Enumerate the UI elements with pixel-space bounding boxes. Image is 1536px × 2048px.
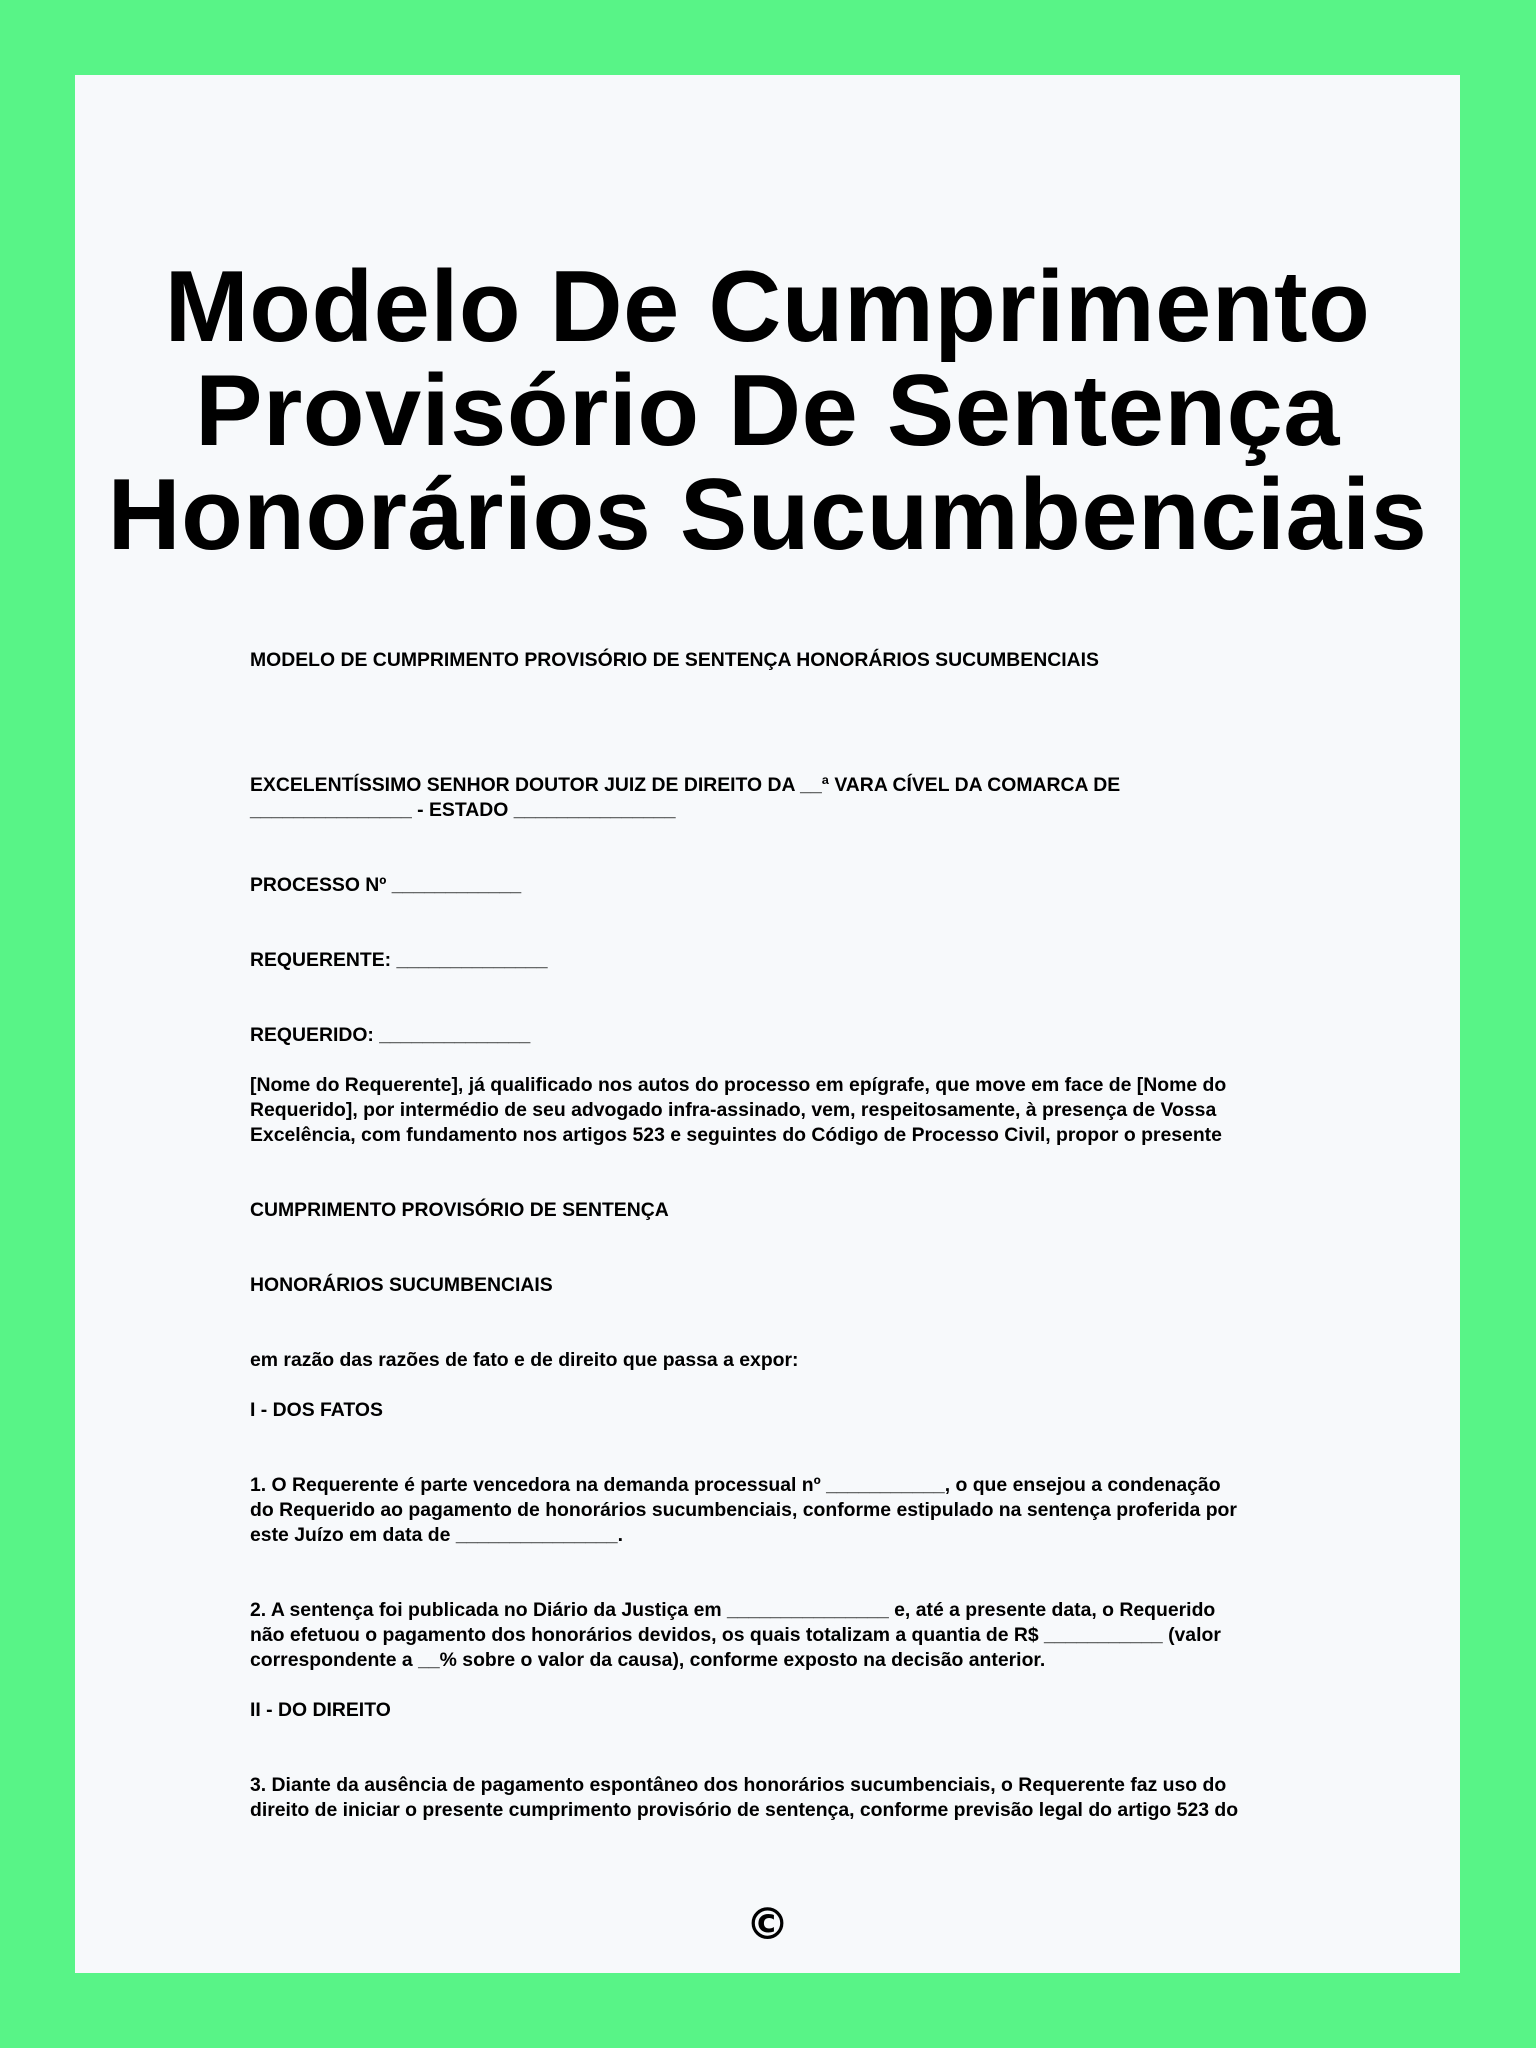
paragraph-line: 2. A sentença foi publicada no Diário da Justiça em _______________ e, até a presente data, o Requerido: [250, 1599, 1216, 1621]
processo-field: PROCESSO Nº ____________: [250, 874, 522, 896]
paragraph-3: [250, 1773, 1360, 1823]
intro-paragraph: [250, 1073, 1360, 1148]
title-line: Honorários Sucumbenciais: [107, 459, 1428, 571]
paragraph-line: 3. Diante da ausência de pagamento espontâneo dos honorários sucumbenciais, o Requerente faz uso do: [250, 1774, 1227, 1796]
title-line: Modelo De Cumprimento: [164, 251, 1371, 363]
address-line: EXCELENTÍSSIMO SENHOR DOUTOR JUIZ DE DIREITO DA __ª VARA CÍVEL DA COMARCA DE: [250, 774, 1121, 796]
paragraph-line: Excelência, com fundamento nos artigos 523 e seguintes do Código de Processo Civil, propor o presente: [250, 1124, 1222, 1146]
paragraph-line: Requerido], por intermédio de seu advogado infra-assinado, vem, respeitosamente, à presença de Vossa: [250, 1099, 1217, 1121]
paragraph-line: correspondente a __% sobre o valor da causa), conforme exposto na decisão anterior.: [250, 1649, 1046, 1671]
paragraph-line: direito de iniciar o presente cumprimento provisório de sentença, conforme previsão legal do artigo 523 do: [250, 1799, 1239, 1821]
paragraph-line: [Nome do Requerente], já qualificado nos autos do processo em epígrafe, que move em face de [Nome do: [250, 1074, 1227, 1096]
title-line: Provisório De Sentença: [195, 355, 1340, 467]
paragraph-line: não efetuou o pagamento dos honorários devidos, os quais totalizam a quantia de R$ ___________ (valor: [250, 1624, 1221, 1646]
requerente-field: REQUERENTE: ______________: [250, 949, 548, 971]
section-heading-direito: II - DO DIREITO: [250, 1699, 391, 1721]
page-title: [75, 251, 1460, 571]
address-line: _______________ - ESTADO _______________: [250, 799, 676, 821]
section-heading-fatos: I - DOS FATOS: [250, 1399, 383, 1421]
reason-line: em razão das razões de fato e de direito que passa a expor:: [250, 1349, 799, 1371]
paragraph-line: 1. O Requerente é parte vencedora na demanda processual nº ___________, o que ensejou a condenação: [250, 1474, 1221, 1496]
action-title: CUMPRIMENTO PROVISÓRIO DE SENTENÇA: [250, 1199, 669, 1221]
paragraph-2: [250, 1598, 1360, 1673]
copyright-icon: ©: [745, 1899, 790, 1950]
requerido-field: REQUERIDO: ______________: [250, 1024, 531, 1046]
paragraph-line: este Juízo em data de _______________.: [250, 1524, 623, 1546]
document-heading: MODELO DE CUMPRIMENTO PROVISÓRIO DE SENTENÇA HONORÁRIOS SUCUMBENCIAIS: [250, 649, 1099, 671]
action-subtitle: HONORÁRIOS SUCUMBENCIAIS: [250, 1274, 553, 1296]
paragraph-1: [250, 1473, 1360, 1548]
document-page: [75, 75, 1460, 1973]
paragraph-line: do Requerido ao pagamento de honorários sucumbenciais, conforme estipulado na sentença proferida por: [250, 1499, 1237, 1521]
address-block: [250, 773, 1360, 823]
